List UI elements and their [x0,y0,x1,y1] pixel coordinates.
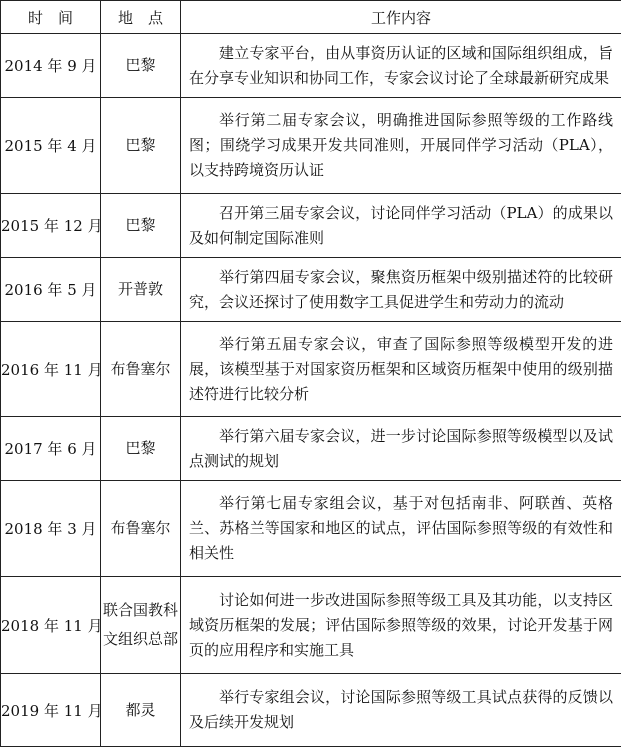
row-place: 联合国教科文组织总部 [101,577,181,674]
table-row [1,577,621,674]
row-time: 2017 年 6 月 [1,417,101,481]
row-place: 巴黎 [101,417,181,481]
row-time: 2019 年 11 月 [1,674,101,747]
table-row [1,34,621,98]
header-time: 时 间 [1,1,101,34]
table-header-row [1,1,621,34]
row-time: 2018 年 3 月 [1,481,101,577]
row-time: 2018 年 11 月 [1,577,101,674]
row-place: 开普敦 [101,258,181,322]
table-row [1,194,621,258]
row-content: 召开第三届专家会议，讨论同伴学习活动（PLA）的成果以及如何制定国际准则 [189,203,613,247]
row-place: 巴黎 [101,98,181,194]
table-row [1,98,621,194]
row-place: 布鲁塞尔 [101,481,181,577]
header-place: 地 点 [101,1,181,34]
row-time: 2016 年 5 月 [1,258,101,322]
row-place: 都灵 [101,674,181,747]
table-row [1,481,621,577]
table-row [1,417,621,481]
row-time: 2015 年 12 月 [1,194,101,258]
row-time: 2015 年 4 月 [1,98,101,194]
row-content: 举行第六届专家会议，进一步讨论国际参照等级模型以及试点测试的规划 [189,426,613,470]
header-content: 工作内容 [181,1,621,34]
row-place: 巴黎 [101,34,181,98]
table-row [1,322,621,417]
row-time: 2016 年 11 月 [1,322,101,417]
table-row [1,674,621,747]
row-content: 举行第二届专家会议，明确推进国际参照等级的工作路线图；围绕学习成果开发共同准则，开展同伴学习活动（PLA），以支持跨境资历认证 [189,111,613,179]
row-content: 举行第五届专家会议，审查了国际参照等级模型开发的进展，该模型基于对国家资历框架和区域资历框架中使用的级别描述符进行比较分析 [189,334,613,403]
row-content: 举行第七届专家组会议，基于对包括南非、阿联酋、英格兰、苏格兰等国家和地区的试点，评估国际参照等级的有效性和相关性 [189,494,613,562]
row-time: 2014 年 9 月 [1,34,101,98]
table-row [1,258,621,322]
row-content: 举行第四届专家会议，聚焦资历框架中级别描述符的比较研究，会议还探讨了使用数字工具促进学生和劳动力的流动 [189,267,613,311]
row-content: 讨论如何进一步改进国际参照等级工具及其功能，以支持区域资历框架的发展；评估国际参照等级的效果，讨论开发基于网页的应用程序和实施工具 [189,590,613,659]
row-place: 布鲁塞尔 [101,322,181,417]
row-content: 举行专家组会议，讨论国际参照等级工具试点获得的反馈以及后续开发规划 [189,688,613,731]
row-content: 建立专家平台，由从事资历认证的区域和国际组织组成，旨在分享专业知识和协同工作，专家会议讨论了全球最新研究成果 [189,43,613,87]
row-place: 巴黎 [101,194,181,258]
